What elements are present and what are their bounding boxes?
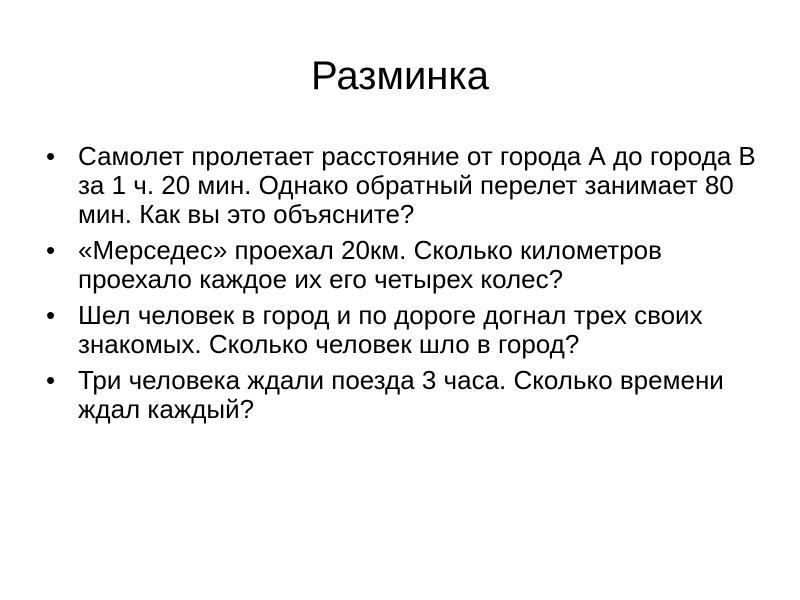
bullet-icon: •	[46, 365, 56, 395]
slide-title: Разминка	[310, 54, 490, 98]
bullet-item	[40, 142, 756, 229]
bullet-icon: •	[46, 141, 56, 171]
bullet-text: Шел человек в город и по дороге догнал трех своих знакомых. Сколько человек шло в город?	[78, 300, 703, 359]
bullet-item	[40, 236, 756, 294]
bullet-icon: •	[46, 235, 56, 265]
bullet-item	[40, 301, 756, 359]
bullet-list	[40, 142, 756, 431]
bullet-icon: •	[46, 300, 56, 330]
bullet-text: Три человека ждали поезда 3 часа. Сколько времени ждал каждый?	[78, 365, 724, 424]
bullet-item	[40, 366, 756, 424]
bullet-text: «Мерседес» проехал 20км. Сколько километров проехало каждое их его четырех колес?	[78, 235, 662, 294]
bullet-text: Самолет пролетает расстояние от города А до города В за 1 ч. 20 мин. Однако обратный перелет занимает 80 мин. Как вы это объясните?	[78, 141, 756, 229]
